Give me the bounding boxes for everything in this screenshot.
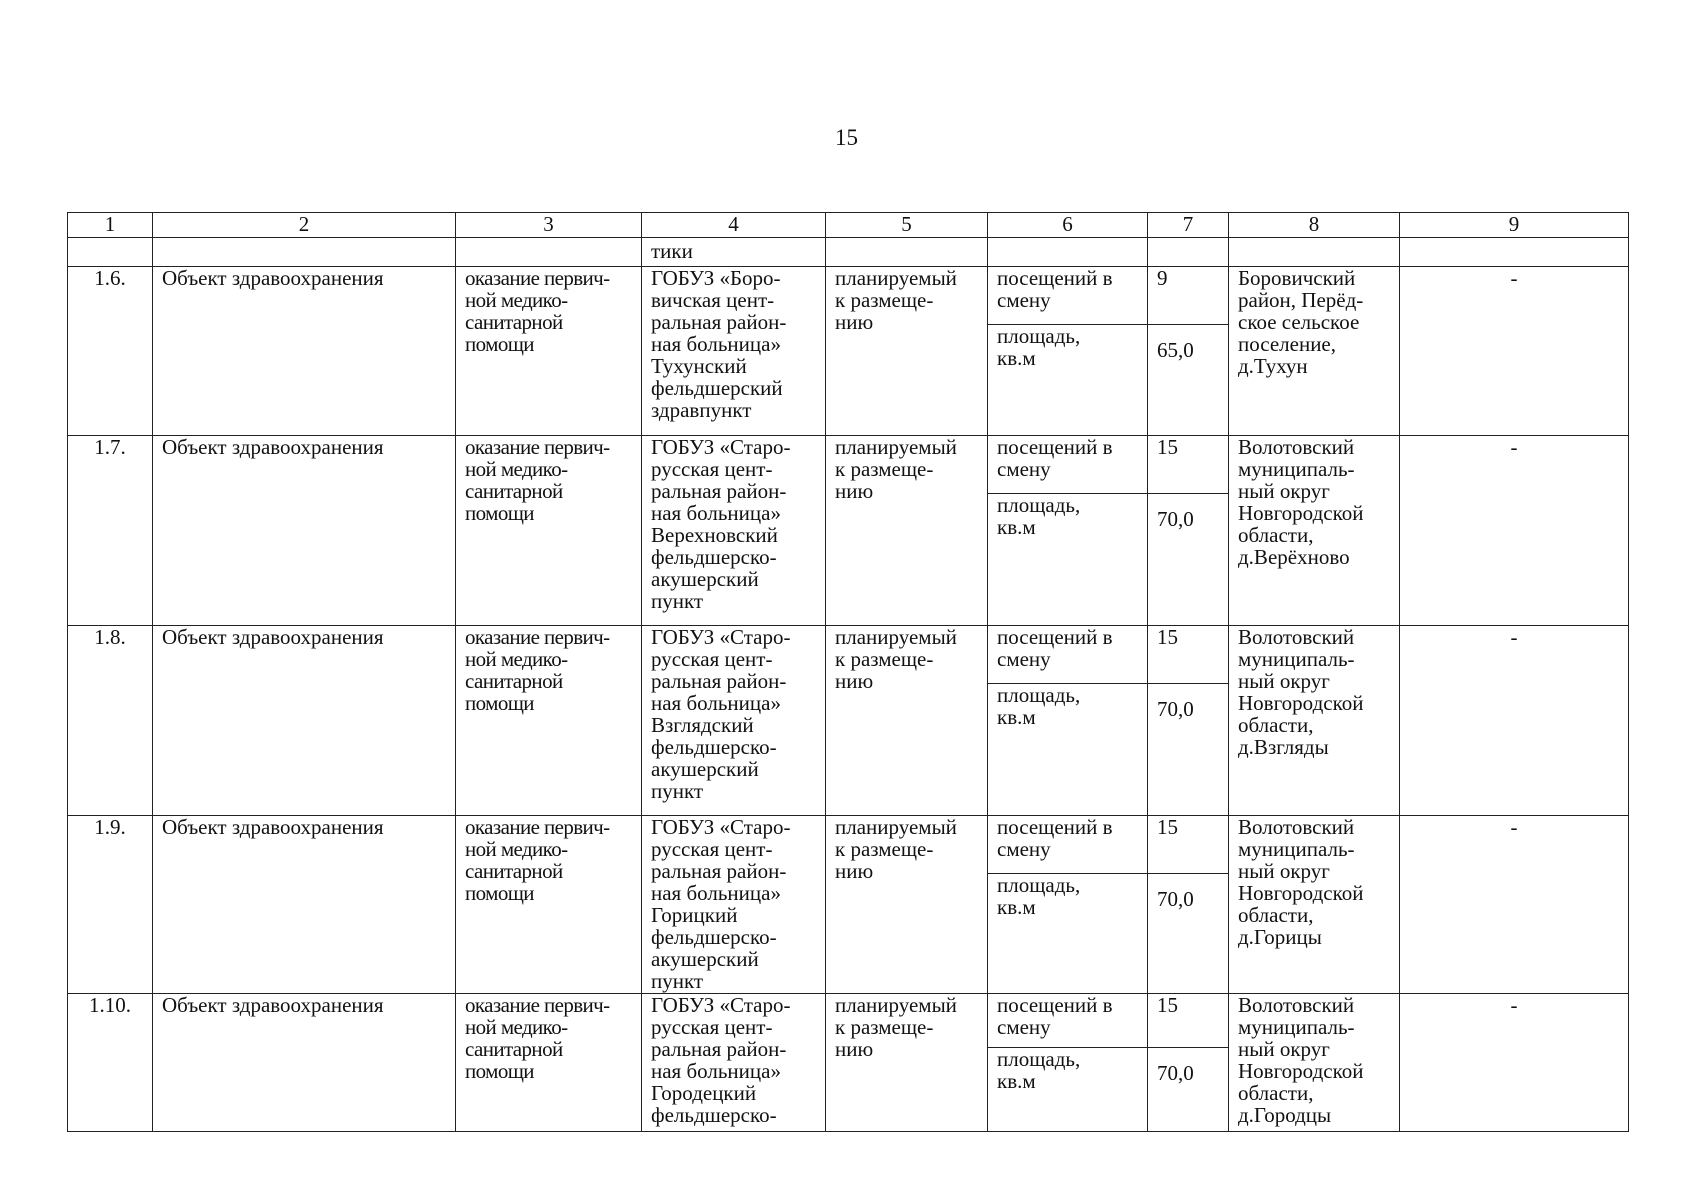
empty-cell bbox=[1229, 238, 1400, 267]
column-number: 4 bbox=[642, 213, 826, 238]
object-name-line: вичская цент- bbox=[651, 288, 775, 312]
status-line: нию bbox=[835, 669, 874, 693]
param-label-line: кв.м bbox=[997, 895, 1036, 919]
status bbox=[826, 267, 988, 436]
location bbox=[1229, 436, 1400, 626]
param-label-line: кв.м bbox=[997, 346, 1036, 370]
empty-cell bbox=[1148, 238, 1229, 267]
param-label-line: смену bbox=[997, 837, 1051, 861]
page-number: 15 bbox=[835, 125, 858, 150]
empty-cell bbox=[988, 238, 1148, 267]
continuation-row bbox=[68, 238, 1629, 267]
object-name-line: ральная район- bbox=[651, 1037, 787, 1061]
table-body bbox=[68, 213, 1629, 1132]
row-number: 1.8. bbox=[68, 626, 153, 816]
param-label bbox=[988, 267, 1148, 325]
status-line: к размеще- bbox=[835, 647, 934, 671]
purpose-line: санитарной bbox=[465, 669, 563, 693]
purpose bbox=[456, 994, 642, 1132]
object-name-line: ная больница» bbox=[651, 332, 781, 356]
param-value: 70,0 bbox=[1148, 874, 1229, 994]
column-number: 9 bbox=[1400, 213, 1629, 238]
purpose-line: ной медико- bbox=[465, 647, 568, 671]
param-label-line: площадь, bbox=[997, 493, 1081, 517]
purpose-line: помощи bbox=[465, 501, 534, 525]
param-label-line: смену bbox=[997, 647, 1051, 671]
status-line: планируемый bbox=[835, 993, 957, 1017]
object-type: Объект здравоохранения bbox=[153, 626, 456, 816]
table-row bbox=[68, 267, 1629, 325]
object-name-line: ральная район- bbox=[651, 669, 787, 693]
location-line: ское сельское bbox=[1238, 310, 1360, 334]
column-number: 8 bbox=[1229, 213, 1400, 238]
location-line: Волотовский bbox=[1238, 993, 1355, 1017]
param-value: 15 bbox=[1148, 816, 1229, 874]
purpose bbox=[456, 816, 642, 994]
param-value: 70,0 bbox=[1148, 684, 1229, 816]
purpose-line: санитарной bbox=[465, 859, 563, 883]
location bbox=[1229, 816, 1400, 994]
object-name-line: фельдшерско- bbox=[651, 925, 777, 949]
object-name-line: ная больница» bbox=[651, 691, 781, 715]
param-label-line: смену bbox=[997, 1015, 1051, 1039]
location-line: Новгородской bbox=[1238, 1059, 1364, 1083]
table-row bbox=[68, 626, 1629, 684]
location-line: Новгородской bbox=[1238, 501, 1364, 525]
object-type: Объект здравоохранения bbox=[153, 267, 456, 436]
column-number-row bbox=[68, 213, 1629, 238]
zone: - bbox=[1400, 994, 1629, 1132]
status-line: нию bbox=[835, 859, 874, 883]
param-label-line: кв.м bbox=[997, 705, 1036, 729]
param-label-line: посещений в bbox=[997, 993, 1113, 1017]
column-number: 3 bbox=[456, 213, 642, 238]
purpose-line: ной медико- bbox=[465, 457, 568, 481]
object-name-line: ГОБУЗ «Старо- bbox=[651, 815, 791, 839]
object-name-line: акушерский bbox=[651, 757, 759, 781]
location-line: Боровичский bbox=[1238, 266, 1356, 290]
param-label-line: кв.м bbox=[997, 1069, 1036, 1093]
purpose-line: оказание первич- bbox=[465, 625, 610, 649]
table-row bbox=[68, 816, 1629, 874]
object-name-line: пункт bbox=[651, 589, 704, 613]
location-line: муниципаль- bbox=[1238, 837, 1355, 861]
purpose-line: санитарной bbox=[465, 310, 563, 334]
column-number: 2 bbox=[153, 213, 456, 238]
object-type: Объект здравоохранения bbox=[153, 436, 456, 626]
status-line: нию bbox=[835, 310, 874, 334]
continuation-text: тики bbox=[642, 238, 826, 267]
location-line: области, bbox=[1238, 903, 1314, 927]
object-name-line: фельдшерско- bbox=[651, 545, 777, 569]
object-name bbox=[642, 626, 826, 816]
purpose bbox=[456, 626, 642, 816]
status-line: планируемый bbox=[835, 435, 957, 459]
location-line: ный округ bbox=[1238, 1037, 1330, 1061]
param-value: 70,0 bbox=[1148, 1048, 1229, 1132]
purpose-line: помощи bbox=[465, 881, 534, 905]
column-number: 6 bbox=[988, 213, 1148, 238]
location-line: ный округ bbox=[1238, 479, 1330, 503]
object-name-line: акушерский bbox=[651, 947, 759, 971]
status-line: нию bbox=[835, 479, 874, 503]
row-number: 1.9. bbox=[68, 816, 153, 994]
object-name-line: фельдшерско- bbox=[651, 735, 777, 759]
status-line: планируемый bbox=[835, 625, 957, 649]
object-name bbox=[642, 816, 826, 994]
param-value: 9 bbox=[1148, 267, 1229, 325]
object-name-line: ная больница» bbox=[651, 881, 781, 905]
location bbox=[1229, 994, 1400, 1132]
param-label bbox=[988, 494, 1148, 626]
param-label-line: посещений в bbox=[997, 435, 1113, 459]
location-line: Новгородской bbox=[1238, 881, 1364, 905]
object-name-line: акушерский bbox=[651, 567, 759, 591]
empty-cell bbox=[456, 238, 642, 267]
status-line: к размеще- bbox=[835, 1015, 934, 1039]
param-label bbox=[988, 436, 1148, 494]
zone: - bbox=[1400, 267, 1629, 436]
status bbox=[826, 816, 988, 994]
location-line: ный округ bbox=[1238, 859, 1330, 883]
empty-cell bbox=[1400, 238, 1629, 267]
location-line: Волотовский bbox=[1238, 815, 1355, 839]
status bbox=[826, 436, 988, 626]
location-line: д.Горицы bbox=[1238, 925, 1322, 949]
param-label-line: площадь, bbox=[997, 683, 1081, 707]
purpose-line: оказание первич- bbox=[465, 815, 610, 839]
object-name-line: пункт bbox=[651, 779, 704, 803]
empty-cell bbox=[153, 238, 456, 267]
location-line: области, bbox=[1238, 1081, 1314, 1105]
location-line: муниципаль- bbox=[1238, 647, 1355, 671]
param-label-line: посещений в bbox=[997, 815, 1113, 839]
param-value: 15 bbox=[1148, 436, 1229, 494]
object-name bbox=[642, 994, 826, 1132]
purpose-line: ной медико- bbox=[465, 288, 568, 312]
param-label bbox=[988, 325, 1148, 436]
object-name-line: ральная район- bbox=[651, 310, 787, 334]
purpose-line: оказание первич- bbox=[465, 266, 610, 290]
location-line: ный округ bbox=[1238, 669, 1330, 693]
object-name-line: ральная район- bbox=[651, 859, 787, 883]
object-name bbox=[642, 436, 826, 626]
status-line: планируемый bbox=[835, 815, 957, 839]
object-name-line: пункт bbox=[651, 969, 704, 993]
objects-table bbox=[67, 212, 1629, 1132]
param-value: 70,0 bbox=[1148, 494, 1229, 626]
empty-cell bbox=[826, 238, 988, 267]
location-line: поселение, bbox=[1238, 332, 1337, 356]
purpose-line: помощи bbox=[465, 691, 534, 715]
param-label-line: площадь, bbox=[997, 1047, 1081, 1071]
object-name-line: фельдшерский bbox=[651, 376, 783, 400]
object-name-line: ГОБУЗ «Старо- bbox=[651, 993, 791, 1017]
zone: - bbox=[1400, 436, 1629, 626]
purpose bbox=[456, 436, 642, 626]
status-line: к размеще- bbox=[835, 457, 934, 481]
param-label bbox=[988, 1048, 1148, 1132]
table-row bbox=[68, 436, 1629, 494]
object-name-line: Тухунский bbox=[651, 354, 747, 378]
object-name-line: русская цент- bbox=[651, 837, 773, 861]
object-name bbox=[642, 267, 826, 436]
object-type: Объект здравоохранения bbox=[153, 994, 456, 1132]
location bbox=[1229, 267, 1400, 436]
location-line: муниципаль- bbox=[1238, 1015, 1355, 1039]
row-number: 1.10. bbox=[68, 994, 153, 1132]
location-line: д.Тухун bbox=[1238, 354, 1308, 378]
object-name-line: ГОБУЗ «Боро- bbox=[651, 266, 781, 290]
status bbox=[826, 994, 988, 1132]
location-line: области, bbox=[1238, 523, 1314, 547]
object-name-line: Городецкий bbox=[651, 1081, 757, 1105]
status-line: планируемый bbox=[835, 266, 957, 290]
param-label bbox=[988, 994, 1148, 1048]
param-label-line: посещений в bbox=[997, 266, 1113, 290]
param-label-line: площадь, bbox=[997, 324, 1081, 348]
param-label-line: кв.м bbox=[997, 515, 1036, 539]
param-label bbox=[988, 684, 1148, 816]
status-line: к размеще- bbox=[835, 288, 934, 312]
status-line: к размеще- bbox=[835, 837, 934, 861]
param-value: 15 bbox=[1148, 994, 1229, 1048]
object-name-line: Верехновский bbox=[651, 523, 778, 547]
object-name-line: ная больница» bbox=[651, 1059, 781, 1083]
location-line: д.Верёхново bbox=[1238, 545, 1350, 569]
param-value: 15 bbox=[1148, 626, 1229, 684]
status bbox=[826, 626, 988, 816]
param-label-line: площадь, bbox=[997, 873, 1081, 897]
empty-cell bbox=[68, 238, 153, 267]
purpose-line: оказание первич- bbox=[465, 435, 610, 459]
param-label-line: посещений в bbox=[997, 625, 1113, 649]
purpose-line: санитарной bbox=[465, 1037, 563, 1061]
column-number: 5 bbox=[826, 213, 988, 238]
zone: - bbox=[1400, 816, 1629, 994]
param-label-line: смену bbox=[997, 288, 1051, 312]
status-line: нию bbox=[835, 1037, 874, 1061]
param-label bbox=[988, 816, 1148, 874]
param-value: 65,0 bbox=[1148, 325, 1229, 436]
object-name-line: Горицкий bbox=[651, 903, 738, 927]
location-line: д.Городцы bbox=[1238, 1103, 1332, 1127]
object-name-line: ГОБУЗ «Старо- bbox=[651, 625, 791, 649]
row-number: 1.6. bbox=[68, 267, 153, 436]
object-name-line: фельдшерско- bbox=[651, 1103, 777, 1127]
purpose-line: помощи bbox=[465, 332, 534, 356]
location-line: район, Перёд- bbox=[1238, 288, 1364, 312]
purpose-line: санитарной bbox=[465, 479, 563, 503]
purpose bbox=[456, 267, 642, 436]
purpose-line: ной медико- bbox=[465, 837, 568, 861]
object-name-line: ральная район- bbox=[651, 479, 787, 503]
location-line: Волотовский bbox=[1238, 435, 1355, 459]
object-type: Объект здравоохранения bbox=[153, 816, 456, 994]
object-name-line: здравпункт bbox=[651, 398, 752, 422]
table-row bbox=[68, 994, 1629, 1048]
location-line: д.Взгляды bbox=[1238, 735, 1329, 759]
purpose-line: ной медико- bbox=[465, 1015, 568, 1039]
object-name-line: русская цент- bbox=[651, 457, 773, 481]
param-label bbox=[988, 626, 1148, 684]
purpose-line: оказание первич- bbox=[465, 993, 610, 1017]
column-number: 1 bbox=[68, 213, 153, 238]
object-name-line: ГОБУЗ «Старо- bbox=[651, 435, 791, 459]
location-line: муниципаль- bbox=[1238, 457, 1355, 481]
param-label bbox=[988, 874, 1148, 994]
location-line: Волотовский bbox=[1238, 625, 1355, 649]
object-name-line: ная больница» bbox=[651, 501, 781, 525]
object-name-line: русская цент- bbox=[651, 1015, 773, 1039]
purpose-line: помощи bbox=[465, 1059, 534, 1083]
param-label-line: смену bbox=[997, 457, 1051, 481]
row-number: 1.7. bbox=[68, 436, 153, 626]
location bbox=[1229, 626, 1400, 816]
object-name-line: русская цент- bbox=[651, 647, 773, 671]
column-number: 7 bbox=[1148, 213, 1229, 238]
location-line: Новгородской bbox=[1238, 691, 1364, 715]
location-line: области, bbox=[1238, 713, 1314, 737]
zone: - bbox=[1400, 626, 1629, 816]
object-name-line: Взглядский bbox=[651, 713, 754, 737]
